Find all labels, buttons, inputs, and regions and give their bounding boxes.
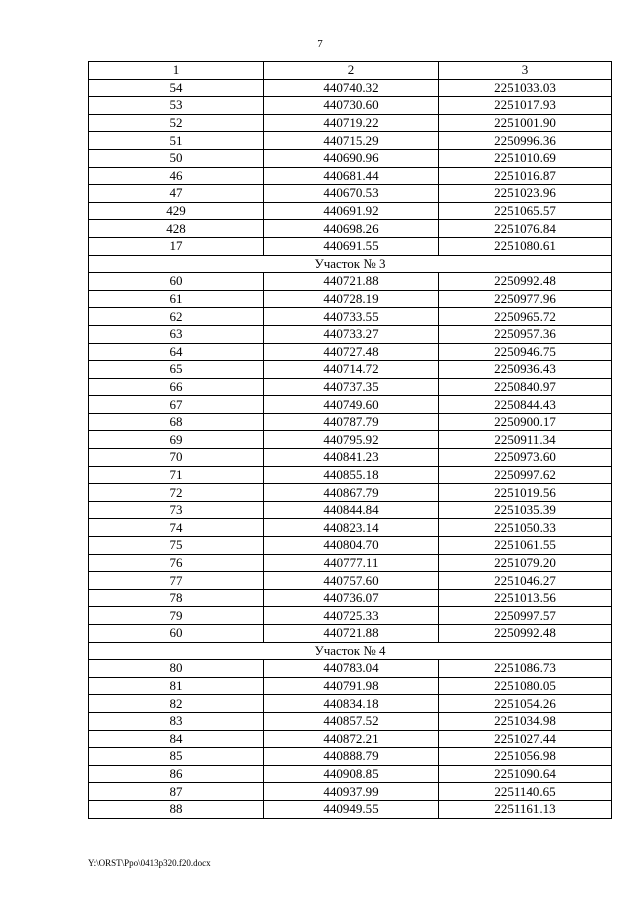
point-number-cell: 71: [89, 466, 264, 484]
table-row: [89, 378, 612, 396]
x-coordinate-cell: 440867.79: [264, 484, 439, 502]
table-row: [89, 554, 612, 572]
table-row: [89, 730, 612, 748]
y-coordinate-cell: 2251034.98: [439, 712, 612, 730]
y-coordinate-cell: 2251033.03: [439, 79, 612, 97]
coordinates-table: [88, 61, 612, 819]
x-coordinate-cell: 440721.88: [264, 273, 439, 291]
table-row: [89, 79, 612, 97]
point-number-cell: 83: [89, 712, 264, 730]
y-coordinate-cell: 2250997.62: [439, 466, 612, 484]
y-coordinate-cell: 2251080.05: [439, 677, 612, 695]
point-number-cell: 52: [89, 114, 264, 132]
point-number-cell: 60: [89, 625, 264, 643]
section-header-row: [89, 255, 612, 273]
x-coordinate-cell: 440783.04: [264, 660, 439, 678]
table-row: [89, 413, 612, 431]
x-coordinate-cell: 440721.88: [264, 625, 439, 643]
point-number-cell: 67: [89, 396, 264, 414]
y-coordinate-cell: 2251161.13: [439, 800, 612, 818]
y-coordinate-cell: 2251090.64: [439, 765, 612, 783]
x-coordinate-cell: 440736.07: [264, 589, 439, 607]
point-number-cell: 76: [89, 554, 264, 572]
y-coordinate-cell: 2251076.84: [439, 220, 612, 238]
table-row: [89, 537, 612, 555]
x-coordinate-cell: 440727.48: [264, 343, 439, 361]
x-coordinate-cell: 440949.55: [264, 800, 439, 818]
x-coordinate-cell: 440777.11: [264, 554, 439, 572]
x-coordinate-cell: 440787.79: [264, 413, 439, 431]
table-row: [89, 132, 612, 150]
table-row: [89, 290, 612, 308]
table-row: [89, 97, 612, 115]
x-coordinate-cell: 440823.14: [264, 519, 439, 537]
x-coordinate-cell: 440681.44: [264, 167, 439, 185]
table-row: [89, 325, 612, 343]
x-coordinate-cell: 440737.35: [264, 378, 439, 396]
table-row: [89, 519, 612, 537]
x-coordinate-cell: 440888.79: [264, 748, 439, 766]
table-row: [89, 396, 612, 414]
y-coordinate-cell: 2251050.33: [439, 519, 612, 537]
x-coordinate-cell: 440749.60: [264, 396, 439, 414]
table-row: [89, 695, 612, 713]
y-coordinate-cell: 2251065.57: [439, 202, 612, 220]
x-coordinate-cell: 440804.70: [264, 537, 439, 555]
table-row: [89, 660, 612, 678]
y-coordinate-cell: 2251013.56: [439, 589, 612, 607]
x-coordinate-cell: 440937.99: [264, 783, 439, 801]
table-row: [89, 449, 612, 467]
x-coordinate-cell: 440733.55: [264, 308, 439, 326]
point-number-cell: 82: [89, 695, 264, 713]
point-number-cell: 51: [89, 132, 264, 150]
point-number-cell: 47: [89, 185, 264, 203]
table-row: [89, 748, 612, 766]
y-coordinate-cell: 2251001.90: [439, 114, 612, 132]
x-coordinate-cell: 440691.55: [264, 237, 439, 255]
point-number-cell: 88: [89, 800, 264, 818]
y-coordinate-cell: 2251080.61: [439, 237, 612, 255]
table-row: [89, 343, 612, 361]
point-number-cell: 78: [89, 589, 264, 607]
column-header-x: 2: [264, 62, 439, 80]
point-number-cell: 74: [89, 519, 264, 537]
x-coordinate-cell: 440719.22: [264, 114, 439, 132]
table-body: [89, 79, 612, 818]
point-number-cell: 75: [89, 537, 264, 555]
table-row: [89, 712, 612, 730]
x-coordinate-cell: 440670.53: [264, 185, 439, 203]
table-row: [89, 185, 612, 203]
point-number-cell: 69: [89, 431, 264, 449]
table-row: [89, 765, 612, 783]
table-row: [89, 237, 612, 255]
y-coordinate-cell: 2251027.44: [439, 730, 612, 748]
y-coordinate-cell: 2251017.93: [439, 97, 612, 115]
x-coordinate-cell: 440698.26: [264, 220, 439, 238]
x-coordinate-cell: 440733.27: [264, 325, 439, 343]
point-number-cell: 66: [89, 378, 264, 396]
point-number-cell: 54: [89, 79, 264, 97]
x-coordinate-cell: 440691.92: [264, 202, 439, 220]
y-coordinate-cell: 2250997.57: [439, 607, 612, 625]
x-coordinate-cell: 440834.18: [264, 695, 439, 713]
point-number-cell: 80: [89, 660, 264, 678]
y-coordinate-cell: 2250992.48: [439, 273, 612, 291]
table-row: [89, 167, 612, 185]
point-number-cell: 70: [89, 449, 264, 467]
x-coordinate-cell: 440757.60: [264, 572, 439, 590]
footer-file-path: Y:\ORST\Ppo\0413p320.f20.docx: [88, 858, 211, 868]
y-coordinate-cell: 2251010.69: [439, 149, 612, 167]
x-coordinate-cell: 440715.29: [264, 132, 439, 150]
point-number-cell: 87: [89, 783, 264, 801]
table-row: [89, 501, 612, 519]
table-row: [89, 677, 612, 695]
point-number-cell: 79: [89, 607, 264, 625]
y-coordinate-cell: 2250840.97: [439, 378, 612, 396]
x-coordinate-cell: 440791.98: [264, 677, 439, 695]
column-header-y: 3: [439, 62, 612, 80]
y-coordinate-cell: 2250936.43: [439, 361, 612, 379]
y-coordinate-cell: 2250844.43: [439, 396, 612, 414]
table-row: [89, 800, 612, 818]
y-coordinate-cell: 2250900.17: [439, 413, 612, 431]
point-number-cell: 68: [89, 413, 264, 431]
y-coordinate-cell: 2251046.27: [439, 572, 612, 590]
section-header-row: [89, 642, 612, 660]
table-row: [89, 484, 612, 502]
y-coordinate-cell: 2251140.65: [439, 783, 612, 801]
table-header-row: [89, 62, 612, 80]
table-row: [89, 589, 612, 607]
point-number-cell: 85: [89, 748, 264, 766]
x-coordinate-cell: 440841.23: [264, 449, 439, 467]
x-coordinate-cell: 440908.85: [264, 765, 439, 783]
point-number-cell: 65: [89, 361, 264, 379]
table-row: [89, 308, 612, 326]
point-number-cell: 62: [89, 308, 264, 326]
table-row: [89, 625, 612, 643]
y-coordinate-cell: 2250992.48: [439, 625, 612, 643]
section-title: Участок № 4: [89, 642, 612, 660]
y-coordinate-cell: 2250973.60: [439, 449, 612, 467]
x-coordinate-cell: 440690.96: [264, 149, 439, 167]
x-coordinate-cell: 440728.19: [264, 290, 439, 308]
point-number-cell: 84: [89, 730, 264, 748]
table-row: [89, 220, 612, 238]
y-coordinate-cell: 2251054.26: [439, 695, 612, 713]
table-row: [89, 361, 612, 379]
point-number-cell: 429: [89, 202, 264, 220]
x-coordinate-cell: 440855.18: [264, 466, 439, 484]
column-header-point-number: 1: [89, 62, 264, 80]
table-row: [89, 466, 612, 484]
table-row: [89, 431, 612, 449]
point-number-cell: 64: [89, 343, 264, 361]
table-row: [89, 273, 612, 291]
y-coordinate-cell: 2250911.34: [439, 431, 612, 449]
table-row: [89, 114, 612, 132]
table-row: [89, 202, 612, 220]
point-number-cell: 50: [89, 149, 264, 167]
y-coordinate-cell: 2251061.55: [439, 537, 612, 555]
point-number-cell: 73: [89, 501, 264, 519]
y-coordinate-cell: 2251019.56: [439, 484, 612, 502]
y-coordinate-cell: 2251023.96: [439, 185, 612, 203]
x-coordinate-cell: 440795.92: [264, 431, 439, 449]
y-coordinate-cell: 2251079.20: [439, 554, 612, 572]
y-coordinate-cell: 2250996.36: [439, 132, 612, 150]
point-number-cell: 60: [89, 273, 264, 291]
table-row: [89, 783, 612, 801]
y-coordinate-cell: 2250946.75: [439, 343, 612, 361]
x-coordinate-cell: 440872.21: [264, 730, 439, 748]
point-number-cell: 61: [89, 290, 264, 308]
point-number-cell: 72: [89, 484, 264, 502]
y-coordinate-cell: 2251035.39: [439, 501, 612, 519]
y-coordinate-cell: 2251086.73: [439, 660, 612, 678]
x-coordinate-cell: 440725.33: [264, 607, 439, 625]
point-number-cell: 86: [89, 765, 264, 783]
point-number-cell: 17: [89, 237, 264, 255]
x-coordinate-cell: 440857.52: [264, 712, 439, 730]
table-row: [89, 149, 612, 167]
point-number-cell: 63: [89, 325, 264, 343]
point-number-cell: 428: [89, 220, 264, 238]
y-coordinate-cell: 2250977.96: [439, 290, 612, 308]
x-coordinate-cell: 440730.60: [264, 97, 439, 115]
y-coordinate-cell: 2251056.98: [439, 748, 612, 766]
y-coordinate-cell: 2251016.87: [439, 167, 612, 185]
x-coordinate-cell: 440740.32: [264, 79, 439, 97]
x-coordinate-cell: 440714.72: [264, 361, 439, 379]
y-coordinate-cell: 2250965.72: [439, 308, 612, 326]
point-number-cell: 81: [89, 677, 264, 695]
y-coordinate-cell: 2250957.36: [439, 325, 612, 343]
page-number: 7: [317, 38, 323, 50]
table-row: [89, 572, 612, 590]
point-number-cell: 46: [89, 167, 264, 185]
point-number-cell: 77: [89, 572, 264, 590]
point-number-cell: 53: [89, 97, 264, 115]
table-row: [89, 607, 612, 625]
section-title: Участок № 3: [89, 255, 612, 273]
x-coordinate-cell: 440844.84: [264, 501, 439, 519]
